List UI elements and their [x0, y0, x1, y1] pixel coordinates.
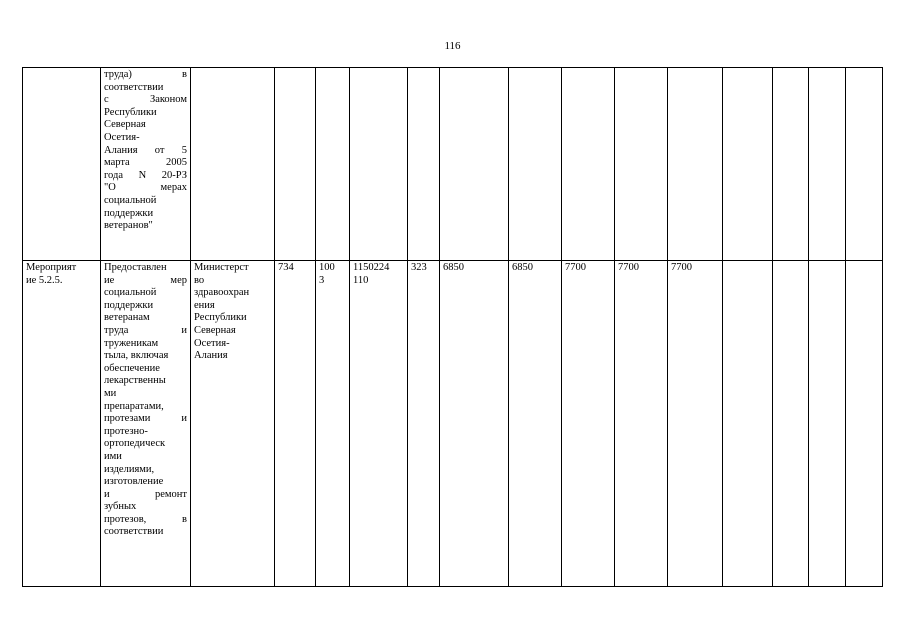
text-line: труда) в — [104, 69, 187, 80]
text-line: поддержки — [104, 299, 154, 311]
cell-amount: 6850 — [440, 261, 509, 587]
text-line: ие 5.2.5. — [26, 274, 63, 286]
text-line: Осетия- — [104, 131, 140, 143]
text-line: Осетия- — [194, 337, 230, 349]
cell-amount: 7700 — [562, 261, 615, 587]
text-line: Северная — [194, 324, 236, 336]
text-line: года N 20-РЗ — [104, 169, 187, 181]
text-line: протезов, в — [104, 513, 187, 525]
cell-grbs — [275, 68, 316, 261]
cell-amount — [509, 68, 562, 261]
text-line: здравоохран — [194, 287, 250, 299]
text-line: ветеранам — [104, 312, 150, 324]
cell-grbs: 734 — [275, 261, 316, 587]
cell-executor — [191, 261, 275, 587]
cell-csr — [350, 261, 408, 587]
text-line: соответствии — [104, 526, 164, 538]
text-line: ми — [104, 387, 117, 399]
cell-amount: 7700 — [668, 261, 723, 587]
cell-empty — [723, 68, 773, 261]
cell-empty — [773, 261, 809, 587]
cell-measure-description — [101, 261, 191, 587]
text-line: обеспечение — [104, 362, 160, 374]
cell-amount — [615, 68, 668, 261]
cell-empty — [809, 68, 846, 261]
budget-table — [22, 67, 883, 587]
cell-vr — [408, 68, 440, 261]
text-line: во — [194, 274, 205, 286]
cell-vr: 323 — [408, 261, 440, 587]
text-line: ими — [104, 450, 122, 462]
cell-amount: 7700 — [615, 261, 668, 587]
text-line: Северная — [104, 119, 146, 131]
text-line: Предоставлен — [104, 262, 167, 273]
text-line: препаратами, — [104, 400, 164, 412]
text-line: Алания — [194, 350, 228, 362]
cell-measure-id — [23, 68, 101, 261]
text-line: ортопедическ — [104, 438, 166, 450]
text-line: труженикам — [104, 337, 159, 349]
text-line: Министерст — [194, 262, 249, 273]
text-line: 3 — [319, 274, 325, 286]
cell-measure-description — [101, 68, 191, 261]
cell-amount: 6850 — [509, 261, 562, 587]
text-line: и ремонт — [104, 488, 187, 500]
text-line: поддержки — [104, 207, 154, 219]
text-line: труда и — [104, 324, 187, 336]
text-line: изделиями, — [104, 463, 155, 475]
text-line: 110 — [353, 274, 369, 286]
text-line: протезно- — [104, 425, 148, 437]
page-number: 116 — [444, 40, 461, 52]
text-line: марта 2005 — [104, 157, 187, 169]
cell-rzpr — [316, 261, 350, 587]
cell-empty — [773, 68, 809, 261]
text-line: социальной — [104, 194, 157, 206]
text-line: зубных — [104, 501, 137, 513]
text-line: социальной — [104, 287, 157, 299]
text-line: ие мер — [104, 274, 187, 286]
text-line: с Законом — [104, 94, 187, 106]
cell-empty — [809, 261, 846, 587]
text-line: ветеранов" — [104, 220, 153, 232]
cell-amount — [440, 68, 509, 261]
text-line: лекарственны — [104, 375, 166, 387]
text-line: Республики — [194, 312, 247, 324]
text-line: 100 — [319, 262, 335, 273]
text-line: изготовление — [104, 476, 164, 488]
table-row — [23, 261, 883, 587]
text-line: ения — [194, 299, 215, 311]
cell-amount — [562, 68, 615, 261]
text-line: Мероприят — [26, 262, 77, 273]
cell-amount — [668, 68, 723, 261]
cell-measure-id — [23, 261, 101, 587]
text-line: соответствии — [104, 81, 164, 93]
cell-executor — [191, 68, 275, 261]
cell-rzpr — [316, 68, 350, 261]
cell-empty — [846, 261, 883, 587]
text-line: тыла, включая — [104, 350, 169, 362]
text-line: протезами и — [104, 413, 187, 425]
text-line: 1150224 — [353, 262, 390, 273]
table-row — [23, 68, 883, 261]
text-line: Республики — [104, 106, 157, 118]
cell-csr — [350, 68, 408, 261]
cell-empty — [846, 68, 883, 261]
text-line: Алания от 5 — [104, 144, 187, 156]
cell-empty — [723, 261, 773, 587]
text-line: "О мерах — [104, 182, 187, 194]
